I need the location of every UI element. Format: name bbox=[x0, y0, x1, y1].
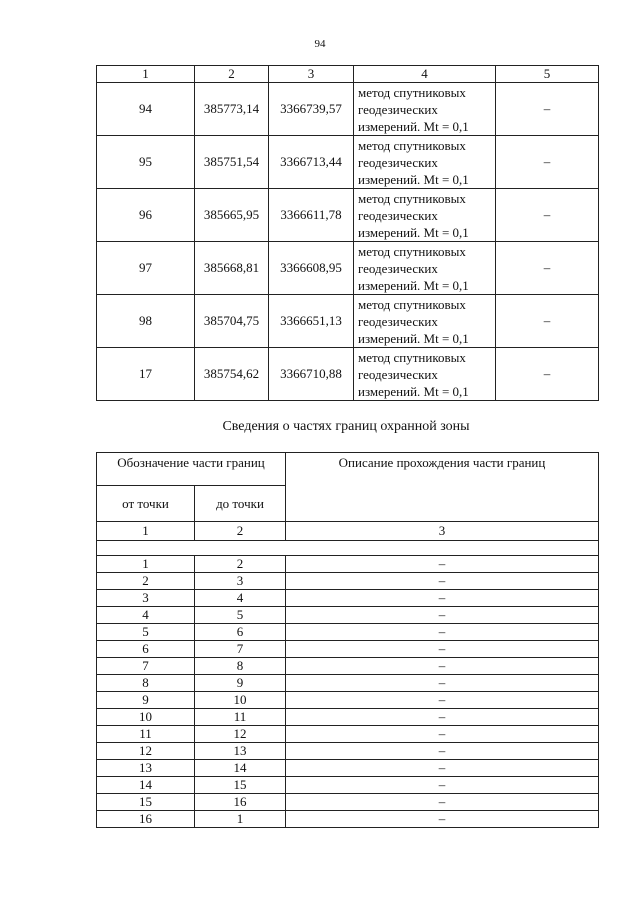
to-point: 9 bbox=[195, 675, 286, 692]
from-point: 7 bbox=[97, 658, 195, 675]
part-description: – bbox=[286, 624, 599, 641]
boundary-part-row bbox=[97, 658, 599, 675]
parts-header-row bbox=[97, 453, 599, 486]
part-description: – bbox=[286, 794, 599, 811]
page-number: 94 bbox=[314, 38, 326, 50]
boundary-part-row bbox=[97, 607, 599, 624]
boundary-parts-table bbox=[96, 452, 599, 828]
coordinates-row bbox=[97, 242, 599, 295]
method-line: метод спутниковых bbox=[358, 190, 466, 206]
coordinates-table bbox=[96, 65, 599, 401]
note-cell: – bbox=[496, 242, 599, 295]
section-title: Сведения о частях границ охранной зоны bbox=[222, 419, 470, 434]
part-description: – bbox=[286, 726, 599, 743]
point-number: 98 bbox=[97, 295, 195, 348]
part-description: – bbox=[286, 743, 599, 760]
boundary-part-row bbox=[97, 709, 599, 726]
part-description: – bbox=[286, 777, 599, 794]
from-point: 12 bbox=[97, 743, 195, 760]
coord-x: 385754,62 bbox=[195, 348, 269, 401]
col-group-label: Обозначение части границ bbox=[97, 453, 286, 486]
to-point: 3 bbox=[195, 573, 286, 590]
parts-number-cell: 2 bbox=[195, 522, 286, 541]
part-description: – bbox=[286, 658, 599, 675]
coordinates-header-row bbox=[97, 66, 599, 83]
note-cell: – bbox=[496, 189, 599, 242]
coord-y: 3366713,44 bbox=[269, 136, 354, 189]
method-line: метод спутниковых bbox=[358, 349, 466, 365]
coord-y: 3366611,78 bbox=[269, 189, 354, 242]
note-cell: – bbox=[496, 136, 599, 189]
coordinates-header-cell: 1 bbox=[97, 66, 195, 83]
part-description: – bbox=[286, 590, 599, 607]
from-point: 5 bbox=[97, 624, 195, 641]
from-point: 15 bbox=[97, 794, 195, 811]
point-number: 17 bbox=[97, 348, 195, 401]
part-description: – bbox=[286, 641, 599, 658]
method-line: геодезических bbox=[358, 366, 438, 382]
from-point: 14 bbox=[97, 777, 195, 794]
parts-number-cell: 1 bbox=[97, 522, 195, 541]
from-point: 6 bbox=[97, 641, 195, 658]
method-line: геодезических bbox=[358, 154, 438, 170]
method-line: измерений. Mt = 0,1 bbox=[358, 118, 469, 134]
boundary-part-row bbox=[97, 811, 599, 828]
coord-x: 385773,14 bbox=[195, 83, 269, 136]
to-point: 11 bbox=[195, 709, 286, 726]
coordinates-row bbox=[97, 189, 599, 242]
coord-x: 385751,54 bbox=[195, 136, 269, 189]
part-description: – bbox=[286, 675, 599, 692]
from-point: 4 bbox=[97, 607, 195, 624]
method-line: измерений. Mt = 0,1 bbox=[358, 277, 469, 293]
boundary-part-row bbox=[97, 794, 599, 811]
from-point: 16 bbox=[97, 811, 195, 828]
part-description: – bbox=[286, 709, 599, 726]
to-point: 8 bbox=[195, 658, 286, 675]
coordinates-row bbox=[97, 83, 599, 136]
point-number: 97 bbox=[97, 242, 195, 295]
boundary-part-row bbox=[97, 726, 599, 743]
parts-spacer-row bbox=[97, 541, 599, 556]
point-number: 94 bbox=[97, 83, 195, 136]
method-line: метод спутниковых bbox=[358, 137, 466, 153]
method-line: метод спутниковых bbox=[358, 296, 466, 312]
method-description bbox=[354, 83, 496, 136]
to-point: 12 bbox=[195, 726, 286, 743]
note-cell: – bbox=[496, 83, 599, 136]
coordinates-header-cell: 5 bbox=[496, 66, 599, 83]
method-line: измерений. Mt = 0,1 bbox=[358, 171, 469, 187]
col-desc-label: Описание прохождения части границ bbox=[286, 453, 599, 522]
col-to-label: до точки bbox=[195, 486, 286, 522]
method-description bbox=[354, 136, 496, 189]
note-cell: – bbox=[496, 348, 599, 401]
parts-number-row bbox=[97, 522, 599, 541]
coordinates-header-cell: 4 bbox=[354, 66, 496, 83]
to-point: 10 bbox=[195, 692, 286, 709]
coordinates-header-cell: 3 bbox=[269, 66, 354, 83]
parts-spacer-cell bbox=[97, 541, 599, 556]
from-point: 8 bbox=[97, 675, 195, 692]
method-line: геодезических bbox=[358, 313, 438, 329]
col-from-label: от точки bbox=[97, 486, 195, 522]
method-description bbox=[354, 295, 496, 348]
part-description: – bbox=[286, 692, 599, 709]
method-line: геодезических bbox=[358, 207, 438, 223]
coordinates-row bbox=[97, 136, 599, 189]
method-line: геодезических bbox=[358, 101, 438, 117]
part-description: – bbox=[286, 811, 599, 828]
method-line: измерений. Mt = 0,1 bbox=[358, 383, 469, 399]
coord-x: 385665,95 bbox=[195, 189, 269, 242]
to-point: 1 bbox=[195, 811, 286, 828]
coord-y: 3366608,95 bbox=[269, 242, 354, 295]
boundary-part-row bbox=[97, 556, 599, 573]
from-point: 11 bbox=[97, 726, 195, 743]
boundary-part-row bbox=[97, 573, 599, 590]
method-line: измерений. Mt = 0,1 bbox=[358, 330, 469, 346]
boundary-part-row bbox=[97, 760, 599, 777]
from-point: 9 bbox=[97, 692, 195, 709]
point-number: 95 bbox=[97, 136, 195, 189]
boundary-part-row bbox=[97, 777, 599, 794]
coord-y: 3366739,57 bbox=[269, 83, 354, 136]
part-description: – bbox=[286, 556, 599, 573]
to-point: 5 bbox=[195, 607, 286, 624]
to-point: 14 bbox=[195, 760, 286, 777]
coord-y: 3366710,88 bbox=[269, 348, 354, 401]
from-point: 2 bbox=[97, 573, 195, 590]
to-point: 13 bbox=[195, 743, 286, 760]
to-point: 15 bbox=[195, 777, 286, 794]
method-description bbox=[354, 348, 496, 401]
boundary-part-row bbox=[97, 590, 599, 607]
boundary-part-row bbox=[97, 675, 599, 692]
boundary-part-row bbox=[97, 641, 599, 658]
note-cell: – bbox=[496, 295, 599, 348]
to-point: 2 bbox=[195, 556, 286, 573]
from-point: 13 bbox=[97, 760, 195, 777]
coordinates-row bbox=[97, 348, 599, 401]
boundary-part-row bbox=[97, 692, 599, 709]
method-line: метод спутниковых bbox=[358, 84, 466, 100]
coord-y: 3366651,13 bbox=[269, 295, 354, 348]
boundary-part-row bbox=[97, 624, 599, 641]
part-description: – bbox=[286, 573, 599, 590]
method-description bbox=[354, 242, 496, 295]
from-point: 10 bbox=[97, 709, 195, 726]
coord-x: 385668,81 bbox=[195, 242, 269, 295]
coord-x: 385704,75 bbox=[195, 295, 269, 348]
coordinates-row bbox=[97, 295, 599, 348]
part-description: – bbox=[286, 607, 599, 624]
method-line: измерений. Mt = 0,1 bbox=[358, 224, 469, 240]
to-point: 6 bbox=[195, 624, 286, 641]
method-description bbox=[354, 189, 496, 242]
boundary-part-row bbox=[97, 743, 599, 760]
point-number: 96 bbox=[97, 189, 195, 242]
part-description: – bbox=[286, 760, 599, 777]
to-point: 16 bbox=[195, 794, 286, 811]
method-line: метод спутниковых bbox=[358, 243, 466, 259]
to-point: 7 bbox=[195, 641, 286, 658]
coordinates-header-cell: 2 bbox=[195, 66, 269, 83]
from-point: 3 bbox=[97, 590, 195, 607]
parts-number-cell: 3 bbox=[286, 522, 599, 541]
to-point: 4 bbox=[195, 590, 286, 607]
method-line: геодезических bbox=[358, 260, 438, 276]
from-point: 1 bbox=[97, 556, 195, 573]
